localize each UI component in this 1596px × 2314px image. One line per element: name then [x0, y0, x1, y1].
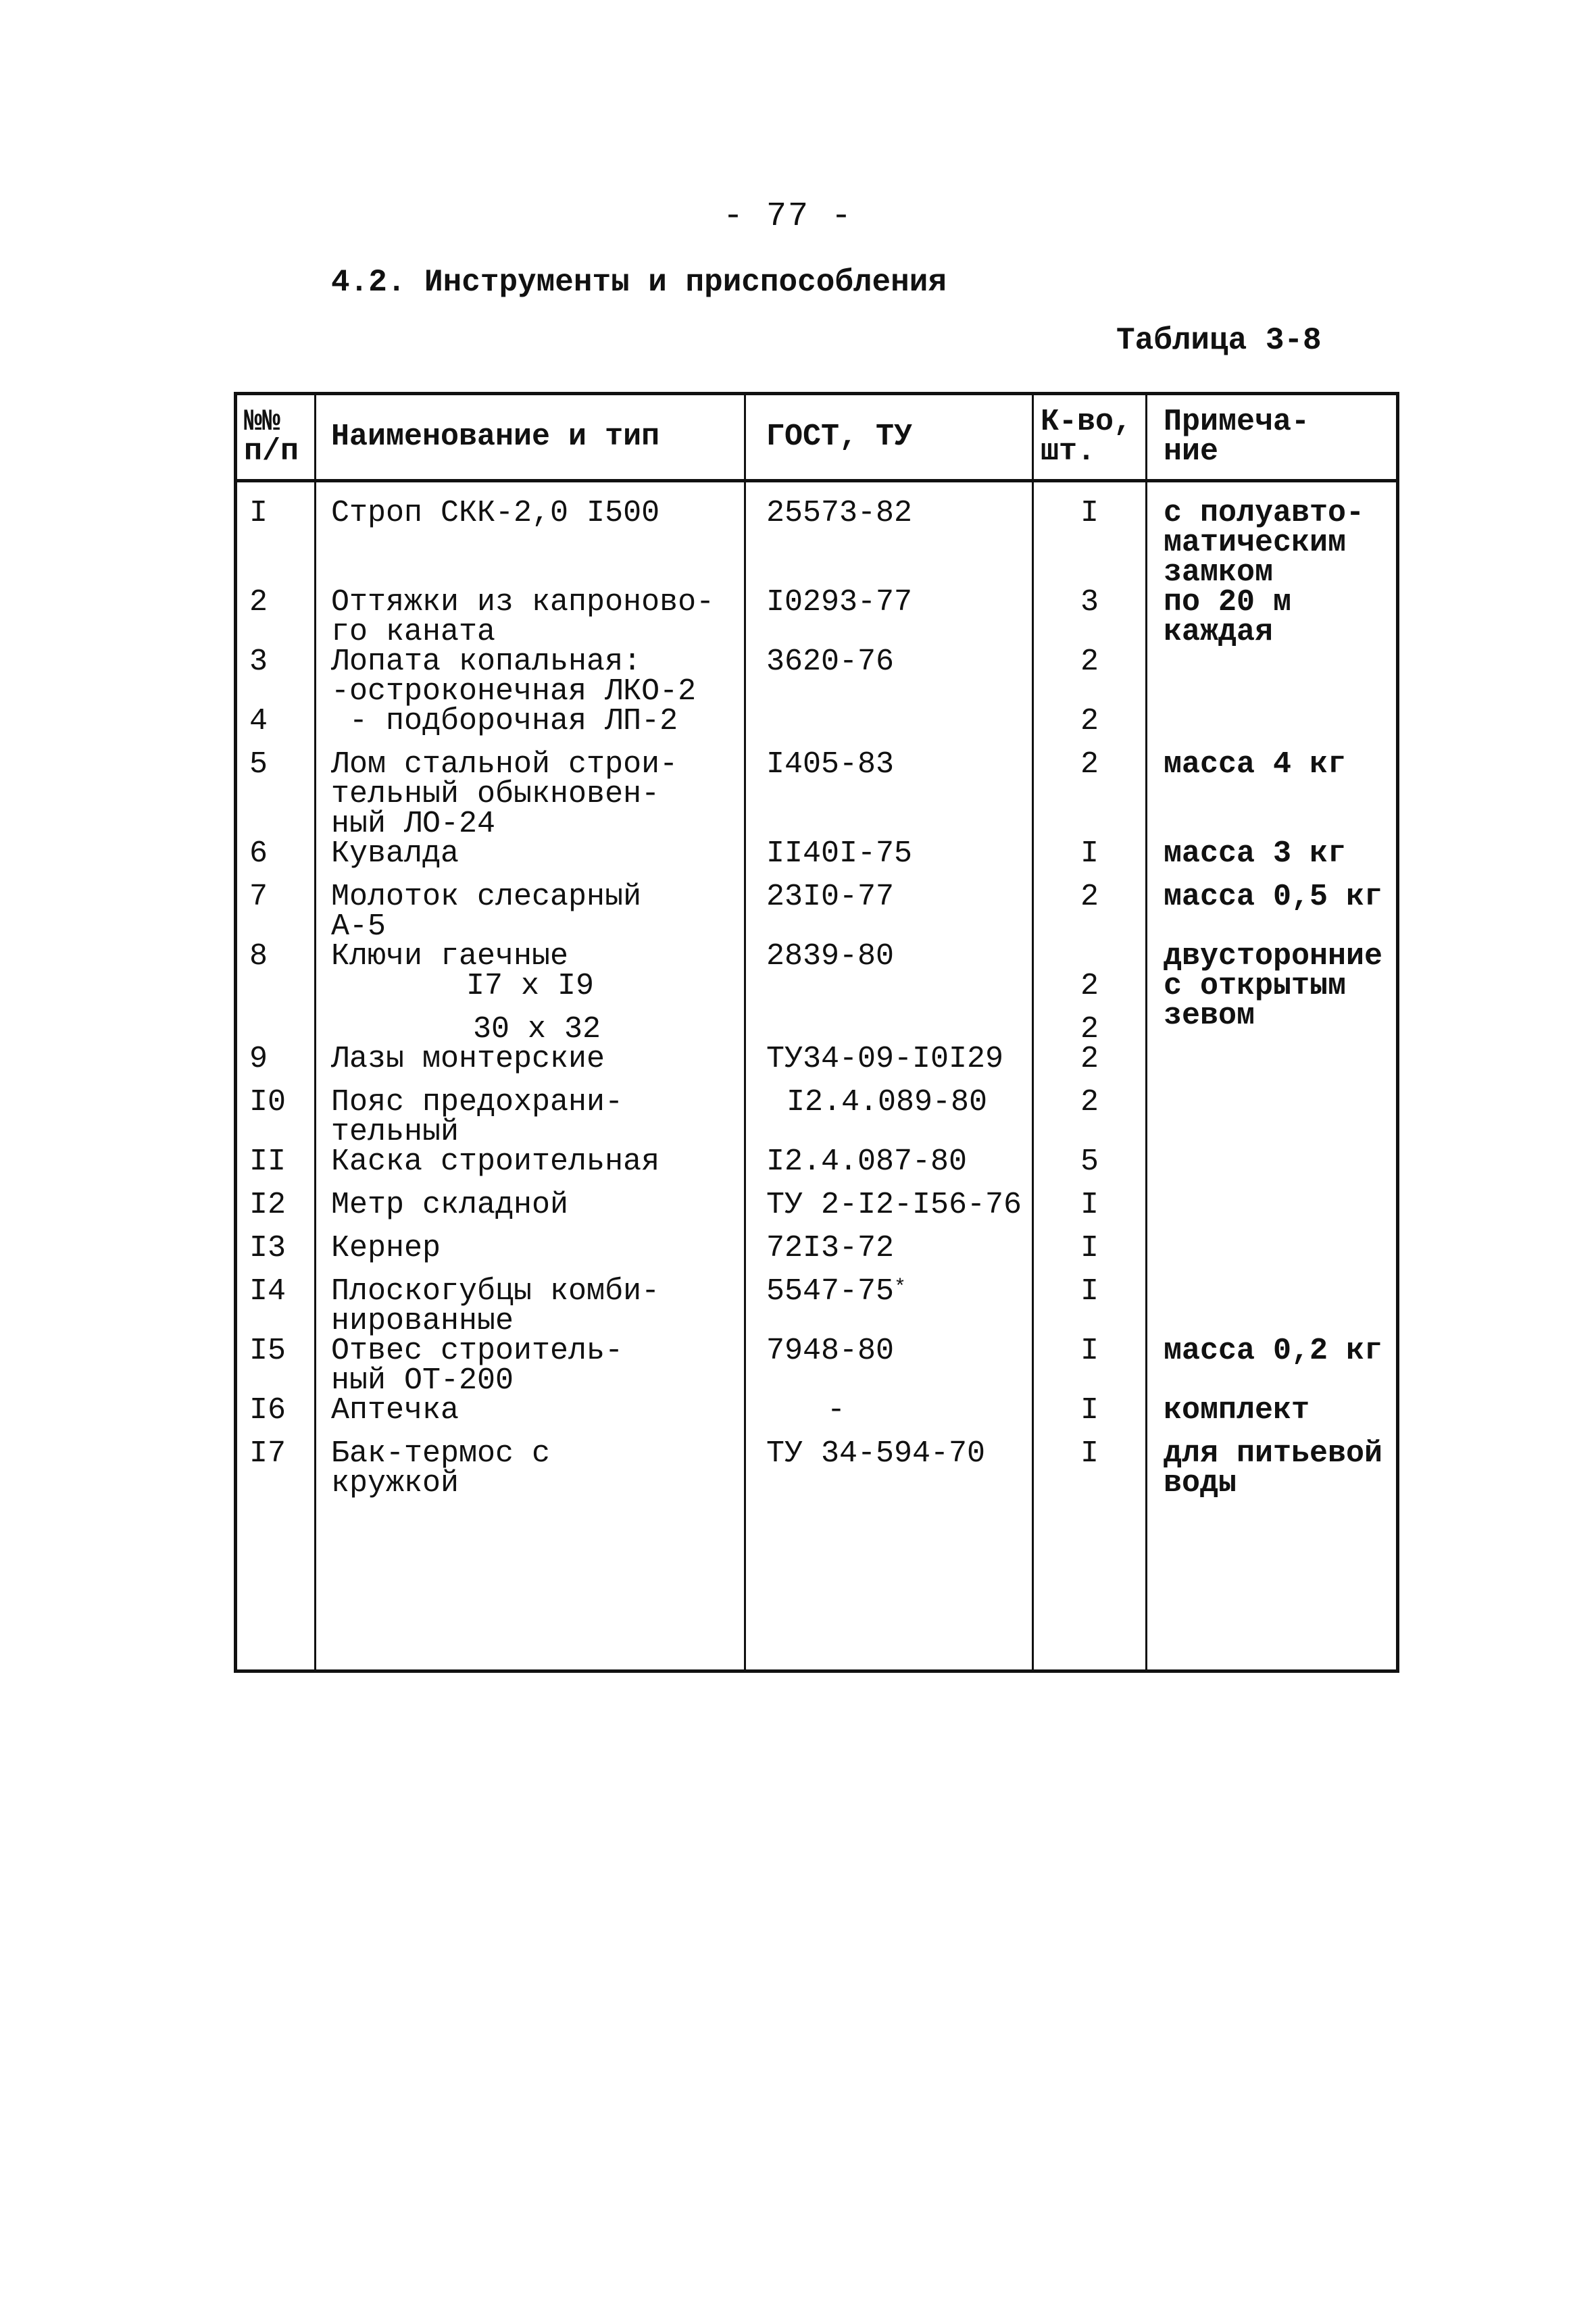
- row-note: двусторонние с открытым зевом: [1147, 942, 1398, 1045]
- row-name: Плоскогубцы комби- нированные: [316, 1277, 745, 1336]
- row-gost: [745, 1274, 1033, 1336]
- row-note: масса 3 кг: [1147, 839, 1398, 882]
- table-caption: Таблица 3-8: [1116, 323, 1322, 358]
- row-num: 8: [236, 942, 316, 1045]
- row-num: I2: [236, 1190, 316, 1234]
- row-qty: 2: [1033, 1045, 1147, 1088]
- row-note: [1147, 1045, 1398, 1088]
- header-num: №№ п/п: [236, 394, 316, 481]
- row-note: [1147, 647, 1398, 707]
- table-row: [236, 1336, 1398, 1396]
- table-row: [236, 707, 1398, 750]
- row-note: масса 0,5 кг: [1147, 882, 1398, 942]
- row-name: Кувалда: [316, 839, 745, 882]
- section-title: 4.2. Инструменты и приспособления: [331, 265, 947, 300]
- row-qty: 2: [1033, 1088, 1147, 1147]
- header-qty: К-во, шт.: [1033, 394, 1147, 481]
- row-gost: ТУ34-09-I0I29: [745, 1045, 1033, 1088]
- table-row: [236, 1277, 1398, 1336]
- qty-spacer: [1041, 942, 1139, 972]
- row-num: 5: [236, 750, 316, 839]
- row-gost: I0293-77: [745, 588, 1033, 647]
- row-qty: I: [1033, 1439, 1147, 1671]
- table-row: [236, 1045, 1398, 1088]
- row-note: масса 4 кг: [1147, 750, 1398, 839]
- table-row: [236, 1234, 1398, 1277]
- table-row: [236, 882, 1398, 942]
- row-num: 9: [236, 1045, 316, 1088]
- table-row: [236, 588, 1398, 647]
- row-name-size-1: I7 x I9: [466, 969, 595, 1003]
- row-note: [1147, 1190, 1398, 1234]
- row-gost: I405-83: [745, 750, 1033, 839]
- row-gost-value: 5547-75: [766, 1274, 895, 1309]
- row-name: Пояс предохрани- тельный: [316, 1088, 745, 1147]
- row-name: Аптечка: [316, 1396, 745, 1439]
- row-note: по 20 м каждая: [1147, 588, 1398, 647]
- row-gost: ТУ 2-I2-I56-76: [745, 1190, 1033, 1234]
- row-num: I3: [236, 1234, 316, 1277]
- row-name: - подборочная ЛП-2: [316, 707, 745, 750]
- row-name: Кернер: [316, 1234, 745, 1277]
- row-gost: 25573-82: [745, 481, 1033, 588]
- row-note: [1147, 1088, 1398, 1147]
- row-num: I7: [236, 1439, 316, 1671]
- row-gost: 72I3-72: [745, 1234, 1033, 1277]
- table-row: [236, 942, 1398, 1045]
- row-note: [1147, 707, 1398, 750]
- tools-table: [234, 392, 1399, 1673]
- row-qty: I: [1033, 481, 1147, 588]
- row-gost: 7948-80: [745, 1336, 1033, 1396]
- row-name-size-2: 30 x 32: [473, 1012, 601, 1047]
- row-num: 2: [236, 588, 316, 647]
- row-num: I: [236, 481, 316, 588]
- row-gost: 3620-76: [745, 647, 1033, 707]
- row-gost: 23I0-77: [745, 882, 1033, 942]
- row-qty: I: [1033, 1277, 1147, 1336]
- table-row: [236, 1147, 1398, 1190]
- header-gost: ГОСТ, ТУ: [745, 394, 1033, 481]
- row-note: комплект: [1147, 1396, 1398, 1439]
- row-qty: 5: [1033, 1147, 1147, 1190]
- row-note: с полуавто- матическим замком: [1147, 481, 1398, 588]
- header-name: Наименование и тип: [316, 394, 745, 481]
- row-qty: 2: [1033, 647, 1147, 707]
- row-qty: 2: [1033, 707, 1147, 750]
- row-qty: 2: [1033, 882, 1147, 942]
- row-name-main: Ключи гаечные: [331, 939, 569, 974]
- table-row: [236, 1396, 1398, 1439]
- row-qty: I: [1033, 1396, 1147, 1439]
- row-num: 3: [236, 647, 316, 707]
- row-qty: I: [1033, 1190, 1147, 1234]
- row-note: масса 0,2 кг: [1147, 1336, 1398, 1396]
- row-num: 6: [236, 839, 316, 882]
- row-qty: 2: [1033, 750, 1147, 839]
- row-num: I4: [236, 1277, 316, 1336]
- table-row: [236, 647, 1398, 707]
- row-name: Строп СКК-2,0 I500: [316, 481, 745, 588]
- row-gost: I2.4.087-80: [745, 1147, 1033, 1190]
- row-note: [1147, 1277, 1398, 1336]
- row-num: I5: [236, 1336, 316, 1396]
- row-qty: [1033, 942, 1147, 1045]
- row-name: Лопата копальная: -остроконечная ЛКО-2: [316, 647, 745, 707]
- row-num: I6: [236, 1396, 316, 1439]
- row-name: Оттяжки из капроново- го каната: [316, 588, 745, 647]
- row-qty-2: 2: [1080, 1012, 1099, 1047]
- row-qty: 3: [1033, 588, 1147, 647]
- row-name: Лазы монтерские: [316, 1045, 745, 1088]
- row-note: [1147, 1234, 1398, 1277]
- row-qty: I: [1033, 1336, 1147, 1396]
- row-name: Отвес строитель- ный ОТ-200: [316, 1336, 745, 1396]
- table-row: [236, 1439, 1398, 1671]
- table-row: [236, 1088, 1398, 1147]
- table-row: [236, 839, 1398, 882]
- row-gost: I2.4.089-80: [745, 1088, 1033, 1147]
- table-row: [236, 750, 1398, 839]
- row-name: Каска строительная: [316, 1147, 745, 1190]
- row-gost: [745, 707, 1033, 750]
- row-num: 4: [236, 707, 316, 750]
- row-name: Метр складной: [316, 1190, 745, 1234]
- row-num: I0: [236, 1088, 316, 1147]
- row-gost: 2839-80: [745, 942, 1033, 1045]
- row-qty: I: [1033, 1234, 1147, 1277]
- row-num: II: [236, 1147, 316, 1190]
- gost-footnote-mark: *: [894, 1276, 907, 1299]
- header-note: Примеча- ние: [1147, 394, 1398, 481]
- row-gost: ТУ 34-594-70: [745, 1439, 1033, 1671]
- table-row: [236, 481, 1398, 588]
- table-row: [236, 1190, 1398, 1234]
- row-gost: -: [745, 1396, 1033, 1439]
- table-header-row: [236, 394, 1398, 481]
- row-note: [1147, 1147, 1398, 1190]
- page-number: - 77 -: [723, 197, 853, 236]
- row-qty: I: [1033, 839, 1147, 882]
- row-note: для питьевой воды: [1147, 1439, 1398, 1671]
- row-name: Бак-термос с кружкой: [316, 1439, 745, 1671]
- row-gost: II40I-75: [745, 839, 1033, 882]
- row-name: [316, 939, 745, 1047]
- row-num: 7: [236, 882, 316, 942]
- row-name: Молоток слесарный А-5: [316, 882, 745, 942]
- row-name: Лом стальной строи- тельный обыкновен- ный ЛО-24: [316, 750, 745, 839]
- row-qty-1: 2: [1080, 969, 1099, 1003]
